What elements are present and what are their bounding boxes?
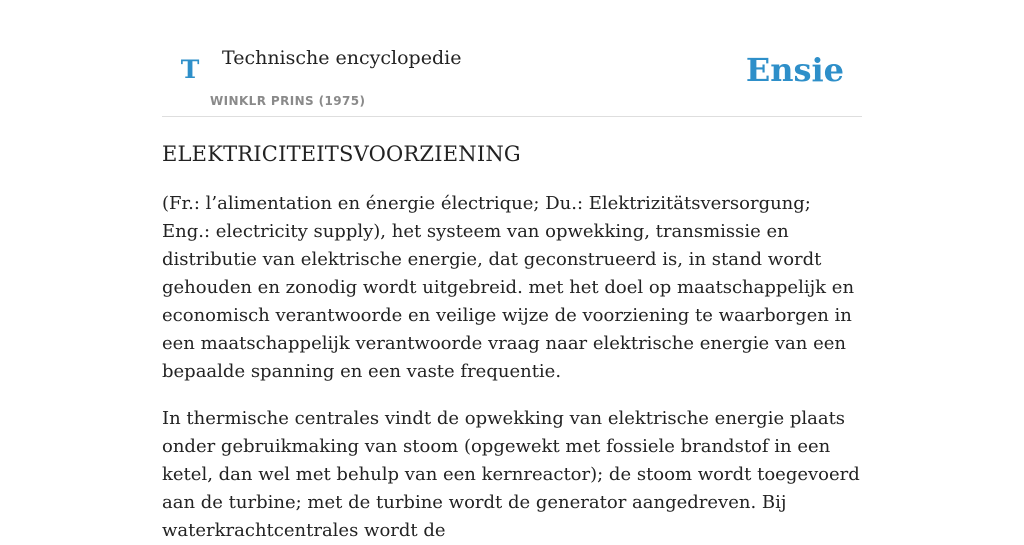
article-paragraph: In thermische centrales vindt de opwekking van elektrische energie plaats onder gebruikmaking van stoom (opgewekt met fossiele brandstof in een ketel, dan wel met behulp van een kernreactor); de stoom wordt toegevoerd aan de turbine; met de turbine wordt de generator aangedreven. Bij waterkrachtcentrales wordt de xyxy=(162,408,860,541)
site-logo[interactable]: Ensie xyxy=(745,51,844,89)
book-source-label: WINKLR PRINS (1975) xyxy=(210,94,366,108)
book-title-link[interactable]: Technische encyclopedie xyxy=(222,47,462,69)
entry-title: ELEKTRICITEITSVOORZIENING xyxy=(162,142,521,166)
book-header xyxy=(162,0,862,117)
article-paragraph: (Fr.: l’alimentation en énergie électrique; Du.: Elektrizitätsversorgung; Eng.: electricity supply), het systeem van opwekking, transmissie en distributie van elektrische energie, dat geconstrueerd is, in stand wordt gehouden en zonodig wordt uitgebreid. met het doel op maatschappelijk en economisch verantwoorde en veilige wijze de voorziening te waarborgen in een maatschappelijk verantwoorde vraag naar elektrische energie van een bepaalde spanning en een vaste frequentie. xyxy=(162,193,855,382)
book-icon[interactable]: T xyxy=(180,55,200,84)
article-content xyxy=(162,138,862,545)
